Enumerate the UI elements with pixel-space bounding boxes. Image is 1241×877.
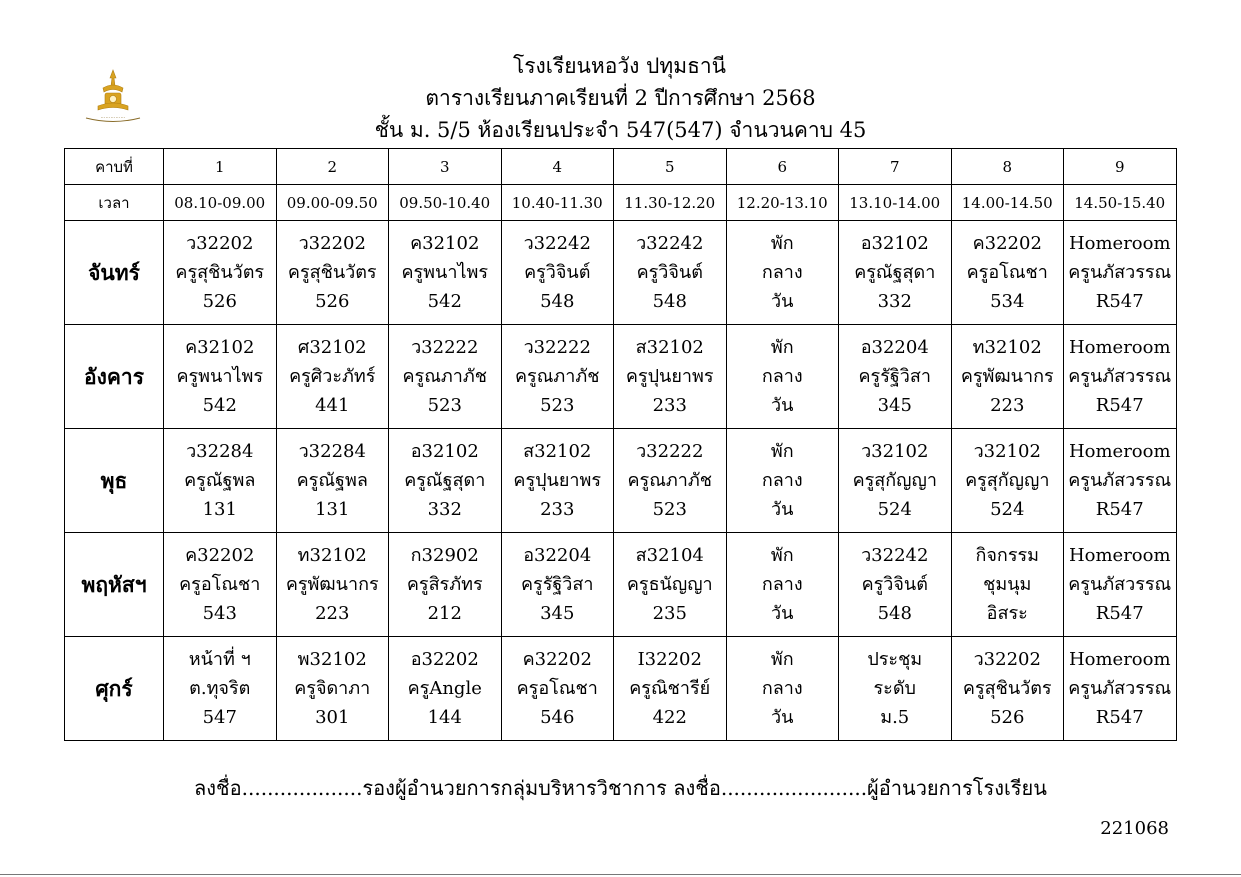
room-number: วัน — [771, 707, 794, 728]
day-row — [65, 429, 1177, 533]
time-label: เวลา — [65, 185, 164, 221]
teacher-name: ครูณภาภัช — [402, 366, 487, 387]
room-number: 144 — [427, 707, 462, 728]
class-slot — [501, 429, 614, 533]
class-slot — [501, 637, 614, 741]
class-slot — [951, 325, 1064, 429]
subject-code: พัก — [770, 649, 794, 670]
class-slot — [276, 221, 389, 325]
period-number: 1 — [164, 149, 277, 185]
room-number: 526 — [202, 291, 237, 312]
subject-code: ว32284 — [186, 441, 254, 462]
page-edge-line — [0, 874, 1241, 875]
day-row — [65, 637, 1177, 741]
class-slot — [164, 221, 277, 325]
room-number: 542 — [427, 291, 462, 312]
teacher-name: ครูอโณชา — [179, 574, 261, 595]
subject-code: กิจกรรม — [975, 545, 1040, 566]
teacher-name: ครูณภาภัช — [515, 366, 600, 387]
teacher-name: กลาง — [761, 366, 803, 387]
teacher-name: ครูธนัญญา — [626, 574, 713, 595]
class-slot — [164, 429, 277, 533]
room-number: 332 — [427, 499, 462, 520]
subject-code: ว32102 — [861, 441, 929, 462]
subject-code: ค32102 — [185, 337, 255, 358]
class-slot — [726, 533, 839, 637]
timetable — [64, 148, 1177, 741]
class-slot — [726, 325, 839, 429]
room-number: R547 — [1095, 395, 1144, 416]
class-slot — [1064, 533, 1177, 637]
teacher-name: กลาง — [761, 574, 803, 595]
class-slot — [276, 637, 389, 741]
room-number: 345 — [877, 395, 912, 416]
teacher-name: ครูนภัสวรรณ — [1068, 262, 1172, 283]
teacher-name: ครูAngle — [407, 678, 482, 699]
schedule-title: ตารางเรียนภาคเรียนที่ 2 ปีการศึกษา 2568 — [425, 86, 816, 110]
day-name: จันทร์ — [65, 221, 164, 325]
room-number: 523 — [427, 395, 462, 416]
teacher-name: ครูณัฐพล — [184, 470, 256, 491]
teacher-name: ครูสุชินวัตร — [175, 262, 265, 283]
subject-code: ท32102 — [297, 545, 367, 566]
class-slot — [614, 325, 727, 429]
period-time: 10.40-11.30 — [501, 185, 614, 221]
subject-code: ศ32102 — [297, 337, 367, 358]
class-slot — [614, 637, 727, 741]
period-number: 9 — [1064, 149, 1177, 185]
teacher-name: กลาง — [761, 678, 803, 699]
room-number: R547 — [1095, 603, 1144, 624]
room-number: อิสระ — [986, 603, 1028, 624]
room-number: 233 — [652, 395, 687, 416]
room-number: 223 — [315, 603, 350, 624]
teacher-name: กลาง — [761, 262, 803, 283]
period-number: 3 — [389, 149, 502, 185]
time-row — [65, 185, 1177, 221]
teacher-name: ครูอโณชา — [516, 678, 598, 699]
subject-code: ว32222 — [636, 441, 704, 462]
teacher-name: ครูสุกัญญา — [852, 470, 937, 491]
room-number: R547 — [1095, 291, 1144, 312]
teacher-name: ครูพัฒนากร — [285, 574, 379, 595]
period-time: 13.10-14.00 — [839, 185, 952, 221]
teacher-name: ครูณัฐสุดา — [404, 470, 486, 491]
teacher-name: ครูสุชินวัตร — [287, 262, 377, 283]
period-time: 14.50-15.40 — [1064, 185, 1177, 221]
teacher-name: ครูวิจินต์ — [861, 574, 928, 595]
teacher-name: ครูนภัสวรรณ — [1068, 470, 1172, 491]
period-number: 4 — [501, 149, 614, 185]
room-number: 235 — [652, 603, 687, 624]
class-slot — [839, 221, 952, 325]
teacher-name: ครูนภัสวรรณ — [1068, 678, 1172, 699]
subject-code: Homeroom — [1068, 233, 1171, 254]
room-number: 524 — [990, 499, 1025, 520]
subject-code: Homeroom — [1068, 441, 1171, 462]
day-row — [65, 221, 1177, 325]
subject-code: ว32202 — [298, 233, 366, 254]
period-label: คาบที่ — [65, 149, 164, 185]
subject-code: พัก — [770, 337, 794, 358]
period-time: 14.00-14.50 — [951, 185, 1064, 221]
class-slot — [1064, 429, 1177, 533]
period-number: 6 — [726, 149, 839, 185]
room-number: 212 — [427, 603, 462, 624]
teacher-name: ระดับ — [873, 678, 916, 699]
class-slot — [501, 221, 614, 325]
period-time: 08.10-09.00 — [164, 185, 277, 221]
teacher-name: ครูสุชินวัตร — [962, 678, 1052, 699]
subject-code: ว32242 — [523, 233, 591, 254]
teacher-name: ครูณภาภัช — [627, 470, 712, 491]
teacher-name: ครูพัฒนากร — [960, 366, 1054, 387]
subject-code: พัก — [770, 441, 794, 462]
teacher-name: ครูรัฐิวิสา — [858, 366, 931, 387]
teacher-name: ครูสุกัญญา — [965, 470, 1050, 491]
subject-code: ส32102 — [635, 337, 704, 358]
teacher-name: ครูรัฐิวิสา — [520, 574, 594, 595]
subject-code: Homeroom — [1068, 337, 1171, 358]
teacher-name: ครูวิจินต์ — [636, 262, 703, 283]
class-slot — [389, 325, 502, 429]
room-number: 301 — [315, 707, 350, 728]
class-slot — [276, 429, 389, 533]
class-slot — [1064, 325, 1177, 429]
subject-code: ว32242 — [861, 545, 929, 566]
class-slot — [726, 637, 839, 741]
class-slot — [164, 637, 277, 741]
class-slot — [389, 533, 502, 637]
period-row — [65, 149, 1177, 185]
subject-code: อ32102 — [410, 441, 479, 462]
teacher-name: ครูนภัสวรรณ — [1068, 366, 1172, 387]
room-number: วัน — [771, 291, 794, 312]
class-slot — [501, 533, 614, 637]
period-number: 7 — [839, 149, 952, 185]
room-number: 547 — [202, 707, 237, 728]
room-number: 526 — [315, 291, 350, 312]
subject-code: ค32202 — [522, 649, 592, 670]
class-slot — [164, 325, 277, 429]
teacher-name: ครูปุนยาพร — [625, 366, 714, 387]
period-time: 11.30-12.20 — [614, 185, 727, 221]
class-slot — [389, 637, 502, 741]
class-slot — [839, 533, 952, 637]
subject-code: ว32202 — [186, 233, 254, 254]
class-slot — [276, 325, 389, 429]
subject-code: ค32102 — [410, 233, 480, 254]
room-number: 223 — [990, 395, 1025, 416]
teacher-name: ครูนภัสวรรณ — [1068, 574, 1172, 595]
room-number: 546 — [540, 707, 575, 728]
room-number: 548 — [540, 291, 575, 312]
room-number: วัน — [771, 603, 794, 624]
room-number: 523 — [652, 499, 687, 520]
room-number: 523 — [540, 395, 575, 416]
room-number: ม.5 — [880, 707, 910, 728]
teacher-name: ครูพนาไพร — [176, 366, 264, 387]
period-time: 09.50-10.40 — [389, 185, 502, 221]
room-number: 422 — [652, 707, 687, 728]
day-row — [65, 533, 1177, 637]
class-slot — [726, 221, 839, 325]
room-number: 332 — [877, 291, 912, 312]
period-number: 5 — [614, 149, 727, 185]
class-slot — [839, 325, 952, 429]
room-number: 524 — [877, 499, 912, 520]
teacher-name: ครูศิวะภัทร์ — [289, 366, 376, 387]
room-number: R547 — [1095, 707, 1144, 728]
class-slot — [726, 429, 839, 533]
subject-code: พัก — [770, 545, 794, 566]
subject-code: อ32204 — [523, 545, 592, 566]
room-number: 345 — [540, 603, 575, 624]
room-number: 233 — [540, 499, 575, 520]
class-slot — [951, 637, 1064, 741]
teacher-name: ครูสิรภัทร — [406, 574, 483, 595]
signature-line: ลงชื่อ...................รองผู้อำนวยการกลุ่มบริหารวิชาการ ลงชื่อ.......................ผู้อำนวยการโรงเรียน — [194, 776, 1047, 800]
subject-code: พัก — [770, 233, 794, 254]
subject-code: หน้าที่ ฯ — [188, 649, 251, 670]
day-name: อังคาร — [65, 325, 164, 429]
teacher-name: ครูอโณชา — [966, 262, 1048, 283]
period-number: 2 — [276, 149, 389, 185]
subject-code: อ32102 — [860, 233, 929, 254]
room-number: 542 — [202, 395, 237, 416]
subject-code: ว32242 — [636, 233, 704, 254]
subject-code: ว32202 — [973, 649, 1041, 670]
room-number: วัน — [771, 395, 794, 416]
subject-code: อ32204 — [860, 337, 929, 358]
subject-code: Homeroom — [1068, 545, 1171, 566]
document-header — [0, 50, 1241, 146]
subject-code: I32202 — [637, 649, 702, 670]
subject-code: ค32202 — [185, 545, 255, 566]
teacher-name: ชุมนุม — [983, 574, 1032, 595]
teacher-name: ครูณัฐสุดา — [854, 262, 936, 283]
class-slot — [951, 429, 1064, 533]
subject-code: ท32102 — [972, 337, 1042, 358]
subject-code: ก32902 — [410, 545, 479, 566]
room-number: 441 — [315, 395, 350, 416]
teacher-name: ครูวิจินต์ — [524, 262, 591, 283]
class-slot — [1064, 637, 1177, 741]
room-number: 131 — [315, 499, 350, 520]
teacher-name: ครูณัฐพล — [296, 470, 368, 491]
room-number: 548 — [652, 291, 687, 312]
period-time: 09.00-09.50 — [276, 185, 389, 221]
day-name: พุธ — [65, 429, 164, 533]
subject-code: ว32102 — [973, 441, 1041, 462]
subject-code: ว32222 — [523, 337, 591, 358]
teacher-name: ครูจิดาภา — [294, 678, 371, 699]
room-number: 543 — [202, 603, 237, 624]
school-name: โรงเรียนหอวัง ปทุมธานี — [512, 54, 727, 78]
period-time: 12.20-13.10 — [726, 185, 839, 221]
class-slot — [501, 325, 614, 429]
class-slot — [951, 533, 1064, 637]
room-number: 534 — [990, 291, 1025, 312]
room-number: R547 — [1095, 499, 1144, 520]
svg-text:⋯⋯⋯⋯⋯: ⋯⋯⋯⋯⋯ — [100, 115, 126, 121]
teacher-name: ครูพนาไพร — [401, 262, 489, 283]
room-number: วัน — [771, 499, 794, 520]
teacher-name: ต.ทุจริต — [189, 678, 251, 699]
subject-code: ประชุม — [867, 649, 923, 670]
subject-code: พ32102 — [297, 649, 367, 670]
subject-code: Homeroom — [1068, 649, 1171, 670]
day-name: ศุกร์ — [65, 637, 164, 741]
subject-code: ว32222 — [411, 337, 479, 358]
subject-code: ว32284 — [298, 441, 366, 462]
class-slot — [276, 533, 389, 637]
teacher-name: ครูปุนยาพร — [513, 470, 602, 491]
teacher-name: ครูณิชารีย์ — [629, 678, 711, 699]
room-number: 131 — [202, 499, 237, 520]
room-number: 526 — [990, 707, 1025, 728]
class-slot — [614, 429, 727, 533]
subject-code: ค32202 — [972, 233, 1042, 254]
class-slot — [614, 221, 727, 325]
document-code: 221068 — [1100, 818, 1169, 839]
teacher-name: กลาง — [761, 470, 803, 491]
class-slot — [951, 221, 1064, 325]
subject-code: ส32102 — [523, 441, 592, 462]
day-row — [65, 325, 1177, 429]
class-slot — [839, 429, 952, 533]
class-slot — [389, 429, 502, 533]
class-slot — [164, 533, 277, 637]
day-name: พฤหัสฯ — [65, 533, 164, 637]
room-number: 548 — [877, 603, 912, 624]
class-slot — [839, 637, 952, 741]
subject-code: อ32202 — [410, 649, 479, 670]
period-number: 8 — [951, 149, 1064, 185]
class-info: ชั้น ม. 5/5 ห้องเรียนประจำ 547(547) จำนวนคาบ 45 — [374, 118, 867, 142]
subject-code: ส32104 — [635, 545, 704, 566]
class-slot — [389, 221, 502, 325]
class-slot — [1064, 221, 1177, 325]
class-slot — [614, 533, 727, 637]
